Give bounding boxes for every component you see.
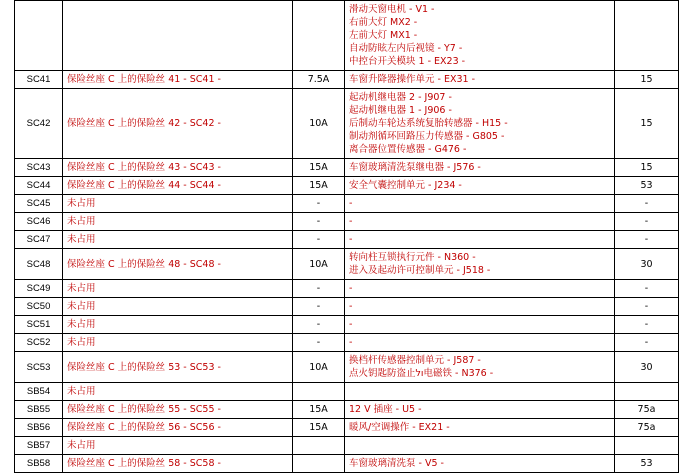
fuse-id-cell	[15, 1, 63, 71]
consumer-line: 自动防眩左内后视镜 - Y7 -	[349, 43, 463, 54]
fuse-amperage-cell: 10A	[293, 89, 345, 159]
fuse-table	[14, 0, 679, 473]
fuse-position-cell: 15	[615, 71, 679, 89]
fuse-description-cell: 未占用	[63, 437, 293, 455]
fuse-amperage-cell: -	[293, 280, 345, 298]
fuse-position-cell: -	[615, 280, 679, 298]
fuse-id-cell: SC53	[15, 352, 63, 383]
fuse-description-cell: 保险丝座 C 上的保险丝 58 - SC58 -	[63, 455, 293, 473]
fuse-id-cell: SC46	[15, 213, 63, 231]
fuse-position-cell: -	[615, 334, 679, 352]
fuse-position-cell: -	[615, 195, 679, 213]
fuse-position-cell	[615, 1, 679, 71]
table-row	[15, 195, 679, 213]
fuse-position-cell: -	[615, 213, 679, 231]
consumer-line: 起动机继电器 1 - J906 -	[349, 105, 452, 116]
table-row	[15, 455, 679, 473]
consumer-line: -	[349, 283, 353, 294]
table-row	[15, 437, 679, 455]
fuse-description-cell: 未占用	[63, 334, 293, 352]
fuse-id-cell: SB58	[15, 455, 63, 473]
fuse-consumers-cell	[345, 455, 615, 473]
consumer-line: -	[349, 234, 353, 245]
consumer-line: 左前大灯 MX1 -	[349, 30, 418, 41]
fuse-description-cell: 未占用	[63, 213, 293, 231]
consumer-line: 车窗玻璃清洗泵继电器 - J576 -	[349, 162, 481, 173]
fuse-description-cell: 未占用	[63, 195, 293, 213]
fuse-id-cell: SC49	[15, 280, 63, 298]
consumer-line: 制动剂循环回路压力传感器 - G805 -	[349, 131, 505, 142]
table-row	[15, 249, 679, 280]
fuse-id-cell: SC44	[15, 177, 63, 195]
fuse-amperage-cell	[293, 1, 345, 71]
table-row	[15, 352, 679, 383]
consumer-line: -	[349, 198, 353, 209]
consumer-line: 右前大灯 MX2 -	[349, 17, 418, 28]
fuse-consumers-cell	[345, 316, 615, 334]
table-row	[15, 280, 679, 298]
fuse-id-cell: SC51	[15, 316, 63, 334]
consumer-line: -	[349, 337, 353, 348]
table-row	[15, 334, 679, 352]
table-row	[15, 419, 679, 437]
fuse-consumers-cell	[345, 280, 615, 298]
fuse-id-cell: SC50	[15, 298, 63, 316]
fuse-description-cell: 保险丝座 C 上的保险丝 43 - SC43 -	[63, 159, 293, 177]
table-row	[15, 231, 679, 249]
table-row	[15, 298, 679, 316]
fuse-amperage-cell: -	[293, 195, 345, 213]
consumer-line: 车窗升降器操作单元 - EX31 -	[349, 74, 476, 85]
consumer-line: -	[349, 301, 353, 312]
table-row	[15, 383, 679, 401]
fuse-consumers-cell	[345, 71, 615, 89]
fuse-position-cell: -	[615, 298, 679, 316]
consumer-line: 安全气囊控制单元 - J234 -	[349, 180, 462, 191]
consumer-line: 离合器位置传感器 - G476 -	[349, 144, 467, 155]
fuse-id-cell: SC41	[15, 71, 63, 89]
consumer-line: 起动机继电器 2 - J907 -	[349, 92, 452, 103]
fuse-consumers-cell	[345, 437, 615, 455]
fuse-consumers-cell	[345, 383, 615, 401]
table-row	[15, 159, 679, 177]
table-row	[15, 401, 679, 419]
fuse-description-cell: 未占用	[63, 231, 293, 249]
fuse-amperage-cell: 7.5A	[293, 71, 345, 89]
fuse-amperage-cell	[293, 383, 345, 401]
fuse-consumers-cell	[345, 177, 615, 195]
fuse-id-cell: SC42	[15, 89, 63, 159]
consumer-line: 进入及起动许可控制单元 - J518 -	[349, 265, 491, 276]
fuse-description-cell	[63, 1, 293, 71]
consumer-line: 后制动车轮达系统复胎转感器 - H15 -	[349, 118, 508, 129]
fuse-position-cell: 15	[615, 159, 679, 177]
table-row	[15, 71, 679, 89]
fuse-amperage-cell: -	[293, 334, 345, 352]
fuse-position-cell: 15	[615, 89, 679, 159]
fuse-description-cell: 保险丝座 C 上的保险丝 41 - SC41 -	[63, 71, 293, 89]
fuse-id-cell: SC47	[15, 231, 63, 249]
fuse-description-cell: 未占用	[63, 298, 293, 316]
table-row	[15, 1, 679, 71]
fuse-amperage-cell: 10A	[293, 352, 345, 383]
fuse-amperage-cell: -	[293, 213, 345, 231]
fuse-consumers-cell	[345, 89, 615, 159]
consumer-line: 12 V 插座 - U5 -	[349, 404, 422, 415]
fuse-amperage-cell: 15A	[293, 177, 345, 195]
consumer-line: -	[349, 319, 353, 330]
consumer-line: 滑动天窗电机 - V1 -	[349, 4, 435, 15]
fuse-position-cell: -	[615, 231, 679, 249]
fuse-consumers-cell	[345, 419, 615, 437]
table-row	[15, 177, 679, 195]
fuse-amperage-cell: -	[293, 298, 345, 316]
fuse-id-cell: SC52	[15, 334, 63, 352]
fuse-position-cell: 75a	[615, 401, 679, 419]
fuse-table-body	[15, 1, 679, 473]
fuse-id-cell: SB57	[15, 437, 63, 455]
consumer-line: 中控台开关模块 1 - EX23 -	[349, 56, 466, 67]
fuse-consumers-cell	[345, 298, 615, 316]
fuse-amperage-cell	[293, 437, 345, 455]
table-row	[15, 213, 679, 231]
fuse-consumers-cell	[345, 401, 615, 419]
fuse-description-cell: 保险丝座 C 上的保险丝 53 - SC53 -	[63, 352, 293, 383]
fuse-description-cell: 未占用	[63, 383, 293, 401]
fuse-position-cell	[615, 437, 679, 455]
consumer-line: 换档杆传感器控制单元 - J587 -	[349, 355, 481, 366]
fuse-amperage-cell: 15A	[293, 419, 345, 437]
fuse-description-cell: 保险丝座 C 上的保险丝 56 - SC56 -	[63, 419, 293, 437]
fuse-amperage-cell: 15A	[293, 159, 345, 177]
fuse-position-cell: 75a	[615, 419, 679, 437]
fuse-consumers-cell	[345, 1, 615, 71]
fuse-description-cell: 保险丝座 C 上的保险丝 48 - SC48 -	[63, 249, 293, 280]
fuse-id-cell: SB54	[15, 383, 63, 401]
fuse-consumers-cell	[345, 159, 615, 177]
fuse-consumers-cell	[345, 231, 615, 249]
fuse-id-cell: SB56	[15, 419, 63, 437]
consumer-line: 点火钥匙防盗止ול电磁铁 - N376 -	[349, 368, 494, 379]
fuse-id-cell: SC48	[15, 249, 63, 280]
fuse-position-cell: 30	[615, 249, 679, 280]
table-row	[15, 316, 679, 334]
fuse-consumers-cell	[345, 195, 615, 213]
fuse-position-cell: 53	[615, 455, 679, 473]
fuse-description-cell: 未占用	[63, 316, 293, 334]
fuse-amperage-cell: 10A	[293, 249, 345, 280]
consumer-line: 转向柱互锁执行元件 - N360 -	[349, 252, 476, 263]
fuse-consumers-cell	[345, 334, 615, 352]
consumer-line: 暖风/空调操作 - EX21 -	[349, 422, 450, 433]
fuse-position-cell: 30	[615, 352, 679, 383]
fuse-amperage-cell: 15A	[293, 401, 345, 419]
fuse-consumers-cell	[345, 249, 615, 280]
fuse-description-cell: 保险丝座 C 上的保险丝 55 - SC55 -	[63, 401, 293, 419]
fuse-id-cell: SB55	[15, 401, 63, 419]
fuse-amperage-cell	[293, 455, 345, 473]
fuse-description-cell: 保险丝座 C 上的保险丝 42 - SC42 -	[63, 89, 293, 159]
fuse-id-cell: SC43	[15, 159, 63, 177]
table-row	[15, 89, 679, 159]
fuse-position-cell: -	[615, 316, 679, 334]
fuse-position-cell: 53	[615, 177, 679, 195]
fuse-consumers-cell	[345, 213, 615, 231]
consumer-line: -	[349, 216, 353, 227]
fuse-id-cell: SC45	[15, 195, 63, 213]
fuse-amperage-cell: -	[293, 316, 345, 334]
fuse-amperage-cell: -	[293, 231, 345, 249]
fuse-description-cell: 保险丝座 C 上的保险丝 44 - SC44 -	[63, 177, 293, 195]
fuse-description-cell: 未占用	[63, 280, 293, 298]
fuse-consumers-cell	[345, 352, 615, 383]
fuse-position-cell	[615, 383, 679, 401]
consumer-line: 车窗玻璃清洗泵 - V5 -	[349, 458, 444, 469]
